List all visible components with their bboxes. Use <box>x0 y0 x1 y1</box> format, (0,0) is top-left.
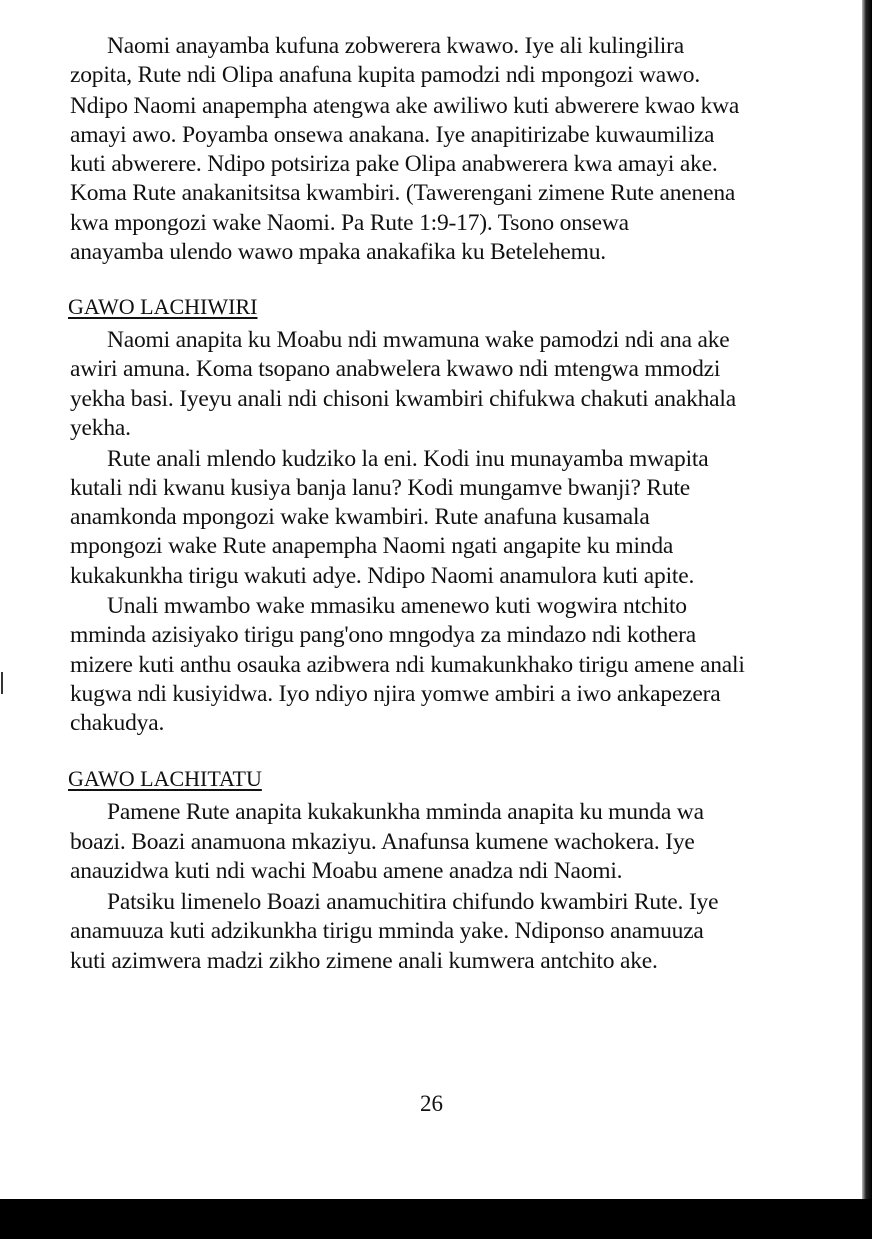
paragraph-line: chakudya. <box>70 710 165 736</box>
paragraph-line: mizere kuti anthu osauka azibwera ndi kumakunkhako tirigu amene anali <box>70 652 745 678</box>
scan-edge-right <box>862 0 872 1239</box>
paragraph-line: yekha basi. Iyeyu anali ndi chisoni kwambiri chifukwa chakuti anakhala <box>70 386 736 412</box>
paragraph-line: anamkonda mpongozi wake kwambiri. Rute anafuna kusamala <box>70 504 650 530</box>
paragraph-line: anayamba ulendo wawo mpaka anakafika ku Betelehemu. <box>70 239 606 265</box>
scan-mark <box>1 672 3 694</box>
paragraph-line: boazi. Boazi anamuona mkaziyu. Anafunsa kumene wachokera. Iye <box>70 829 695 855</box>
paragraph-line: anauzidwa kuti ndi wachi Moabu amene anadza ndi Naomi. <box>70 858 623 884</box>
paragraph-line: Patsiku limenelo Boazi anamuchitira chifundo kwambiri Rute. Iye <box>107 889 719 915</box>
paragraph-line: zopita, Rute ndi Olipa anafuna kupita pamodzi ndi mpongozi wawo. <box>70 62 701 88</box>
paragraph-line: kuti abwerere. Ndipo potsiriza pake Olipa anabwerera kwa amayi ake. <box>70 151 718 177</box>
paragraph-line: kugwa ndi kusiyidwa. Iyo ndiyo njira yomwe ambiri a iwo ankapezera <box>70 681 721 707</box>
paragraph-line: Naomi anapita ku Moabu ndi mwamuna wake pamodzi ndi ana ake <box>107 327 730 353</box>
section-heading: GAWO LACHIWIRI <box>68 294 258 319</box>
paragraph-line: Rute anali mlendo kudziko la eni. Kodi inu munayamba mwapita <box>107 446 709 472</box>
section-heading: GAWO LACHITATU <box>68 766 262 791</box>
paragraph-line: Unali mwambo wake mmasiku amenewo kuti wogwira ntchito <box>107 593 687 619</box>
paragraph-line: yekha. <box>70 415 131 441</box>
paragraph-line: Naomi anayamba kufuna zobwerera kwawo. Iye ali kulingilira <box>107 33 684 59</box>
paragraph-line: Koma Rute anakanitsitsa kwambiri. (Tawerengani zimene Rute anenena <box>70 180 736 206</box>
paragraph-line: kuti azimwera madzi zikho zimene anali kumwera antchito ake. <box>70 948 658 974</box>
page-number: 26 <box>420 1091 443 1116</box>
paragraph-line: Pamene Rute anapita kukakunkha mminda anapita ku munda wa <box>107 799 704 825</box>
paragraph-line: awiri amuna. Koma tsopano anabwelera kwawo ndi mtengwa mmodzi <box>70 356 721 382</box>
paragraph-line: Ndipo Naomi anapempha atengwa ake awiliwo kuti abwerere kwao kwa <box>70 93 740 119</box>
paragraph-line: kukakunkha tirigu wakuti adye. Ndipo Naomi anamulora kuti apite. <box>70 563 695 589</box>
paragraph-line: kwa mpongozi wake Naomi. Pa Rute 1:9-17). Tsono onsewa <box>70 210 629 236</box>
paragraph-line: kutali ndi kwanu kusiya banja lanu? Kodi mungamve bwanji? Rute <box>70 475 691 501</box>
paragraph-line: anamuuza kuti adzikunkha tirigu mminda yake. Ndiponso anamuuza <box>70 918 704 944</box>
scan-edge-bottom <box>0 1199 872 1239</box>
paragraph-line: mpongozi wake Rute anapempha Naomi ngati angapite ku minda <box>70 533 674 559</box>
paragraph-line: mminda azisiyako tirigu pang'ono mngodya za mindazo ndi kothera <box>70 622 696 648</box>
paragraph-line: amayi awo. Poyamba onsewa anakana. Iye anapitirizabe kuwaumiliza <box>70 122 715 148</box>
